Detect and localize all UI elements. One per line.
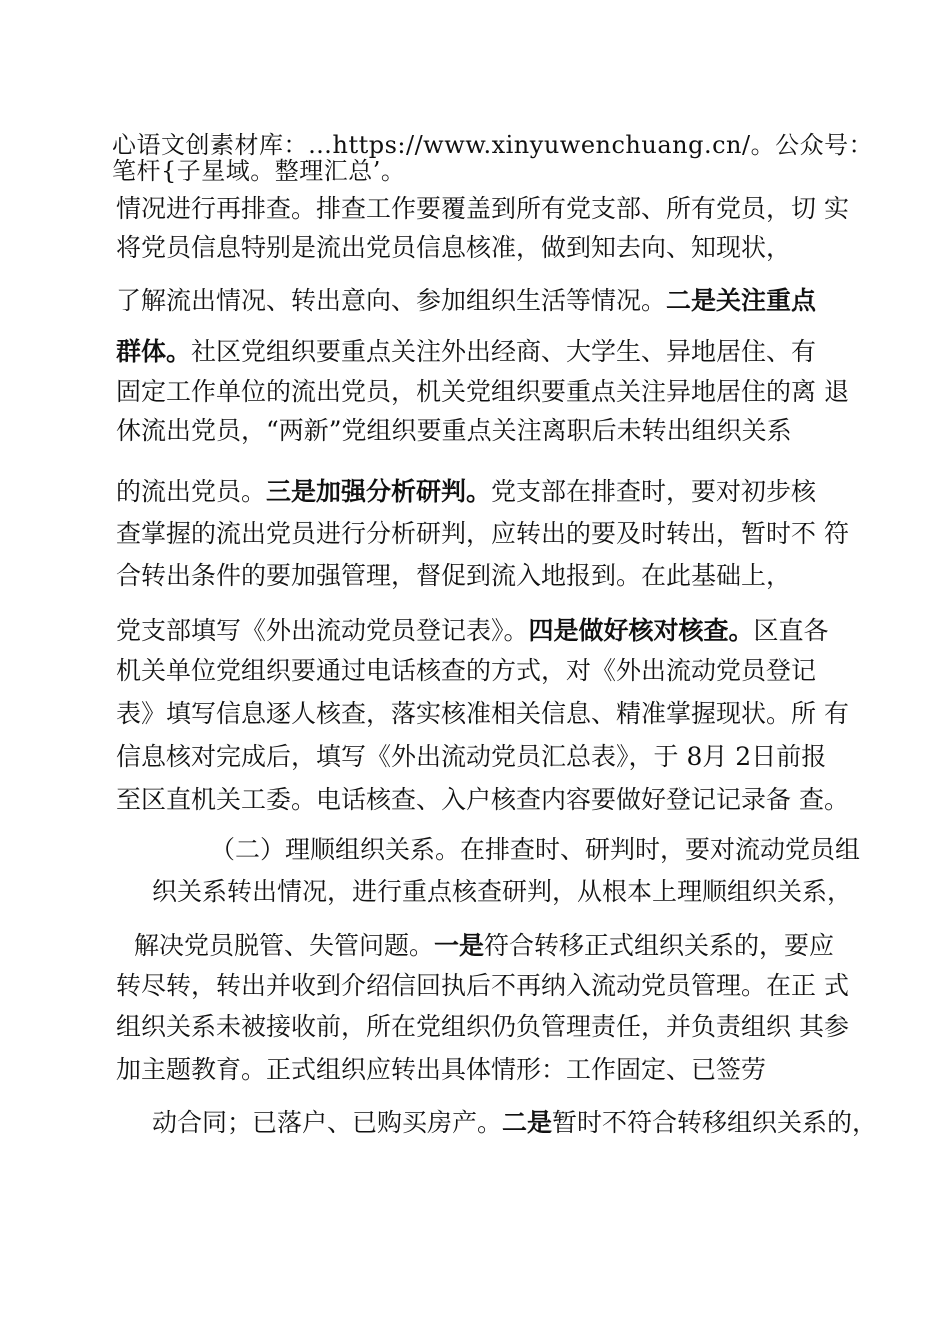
body-line-4 — [116, 337, 816, 367]
body-text: 党支部填写《外出流动党员登记表》。 — [116, 616, 529, 645]
body-text: 区直各 — [753, 616, 829, 645]
body-line-3 — [116, 286, 816, 316]
body-line-6: 休流出党员，“两新”党组织要重点关注离职后未转出组织关系 — [116, 416, 792, 445]
body-line-11: 机关单位党组织要通过电话核查的方式，对《外出流动党员登记 — [116, 656, 817, 685]
bold-heading: 三是加强分析研判。 — [266, 477, 492, 506]
bold-heading: 二是关注重点 — [666, 286, 817, 315]
bold-heading: 群体。 — [116, 337, 192, 366]
body-line-1: 情况进行再排查。排查工作要覆盖到所有党支部、所有党员，切 实 — [116, 194, 849, 223]
body-line-10 — [116, 616, 829, 646]
body-text: 暂时不符合转移组织关系的， — [552, 1108, 878, 1137]
body-text: 动合同；已落户、已购买房产。 — [152, 1108, 503, 1137]
body-line-18: 转尽转，转出并收到介绍信回执后不再纳入流动党员管理。在正 式 — [116, 971, 849, 1000]
section-heading-line: （二）理顺组织关系。在排查时、研判时，要对流动党员组 — [210, 835, 861, 864]
body-text: 社区党组织要重点关注外出经商、大学生、异地居住、有 — [191, 337, 817, 366]
body-text: 了解流出情况、转出意向、参加组织生活等情况。 — [116, 286, 667, 315]
body-text: 符合转移正式组织关系的，要应 — [484, 931, 835, 960]
header-line-1: 心语文创素材库：…https://www.xinyuwenchuang.cn/。公众号： — [112, 131, 874, 159]
header-line-2: 笔杆{子星域。整理汇总’。 — [112, 157, 406, 185]
body-line-19: 组织关系未被接收前，所在党组织仍负管理责任，并负责组织 其参 — [116, 1012, 849, 1041]
body-line-20: 加主题教育。正式组织应转出具体情形：工作固定、已签劳 — [116, 1055, 767, 1084]
bold-heading: 四是做好核对核查。 — [528, 616, 754, 645]
body-line-9: 合转出条件的要加强管理，督促到流入地报到。在此基础上， — [116, 561, 792, 590]
body-line-8: 查掌握的流出党员进行分析研判，应转出的要及时转出，暂时不 符 — [116, 519, 849, 548]
body-line-13: 信息核对完成后，填写《外出流动党员汇总表》，于 8月 2日前报 — [116, 742, 827, 771]
bold-heading: 一是 — [434, 931, 485, 960]
body-line-17 — [134, 931, 834, 961]
body-line-7 — [116, 477, 816, 507]
body-text: 解决党员脱管、失管问题。 — [134, 931, 435, 960]
body-text: 的流出党员。 — [116, 477, 267, 506]
body-line-21 — [152, 1108, 877, 1138]
body-line-2: 将党员信息特别是流出党员信息核准，做到知去向、知现状， — [116, 233, 792, 262]
body-line-14: 至区直机关工委。电话核查、入户核查内容要做好登记记录备 查。 — [116, 785, 849, 814]
body-line-16: 织关系转出情况，进行重点核查研判，从根本上理顺组织关系， — [152, 877, 853, 906]
body-line-5: 固定工作单位的流出党员，机关党组织要重点关注异地居住的离 退 — [116, 377, 849, 406]
body-text: 党支部在排查时，要对初步核 — [491, 477, 817, 506]
bold-heading: 二是 — [502, 1108, 553, 1137]
body-line-12: 表》填写信息逐人核查，落实核准相关信息、精准掌握现状。所 有 — [116, 699, 849, 728]
